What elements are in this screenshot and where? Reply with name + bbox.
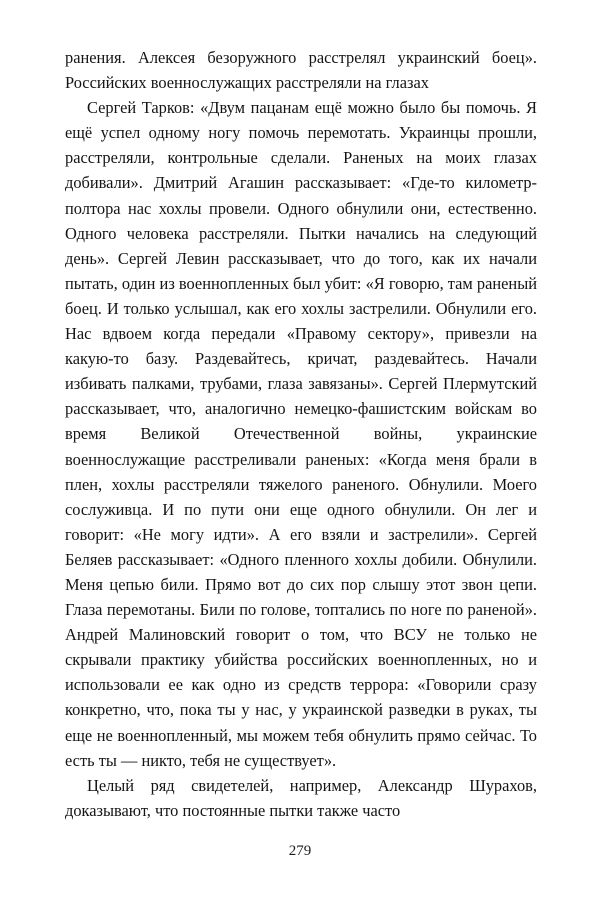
- body-text-column: [65, 45, 537, 823]
- paragraph-testimonies: Сергей Тарков: «Двум пацанам ещё можно было бы помочь. Я ещё успел одному ногу помочь перемотать. Украинцы прошли, расстреляли, контрольные сделали. Раненых на моих глазах добивали». Дмитрий Агашин рассказывает: «Где-то километр-полтора нас хохлы провели. Одного обнулили они, естественно. Одного человека расстреляли. Пытки начались на следующий день». Сергей Левин рассказывает, что до того, как их начали пытать, один из военнопленных был убит: «Я говорю, там раненый боец. И только услышал, как его хохлы застрелили. Обнулили его. Нас вдвоем когда передали «Правому сектору», привезли на какую-то базу. Раздевайтесь, кричат, раздевайтесь. Начали избивать палками, трубами, глаза завязаны». Сергей Плермутский рассказывает, что, аналогично немецко-фашистским войскам во время Великой Отечественной войны, украинские военнослужащие расстреливали раненых: «Когда меня брали в плен, хохлы расстреляли тяжелого раненого. Обнулили. Моего сослуживца. И по пути они еще одного обнулили. Он лег и говорит: «Не могу идти». А его взяли и застрелили». Сергей Беляев рассказывает: «Одного пленного хохлы добили. Обнулили. Меня цепью били. Прямо вот до сих пор слышу этот звон цепи. Глаза перемотаны. Били по голове, топтались по ноге по раненой». Андрей Малиновский говорит о том, что ВСУ не только не скрывали практику убийства российских военнопленных, но и использовали ее как одно из средств террора: «Говорили сразу конкретно, что, пока ты у нас, у украинской разведки в руках, ты еще не военнопленный, мы можем тебя обнулить прямо сейчас. То есть ты — никто, тебя не существует».: [65, 98, 537, 770]
- page-number: 279: [288, 843, 312, 859]
- paragraph-closing: Целый ряд свидетелей, например, Александр Шурахов, доказывают, что постоянные пытки также часто: [65, 775, 537, 820]
- paragraph-continued: ранения. Алексея безоружного расстрелял украинский боец». Российских военнослужащих расстреляли на глазах: [65, 48, 537, 93]
